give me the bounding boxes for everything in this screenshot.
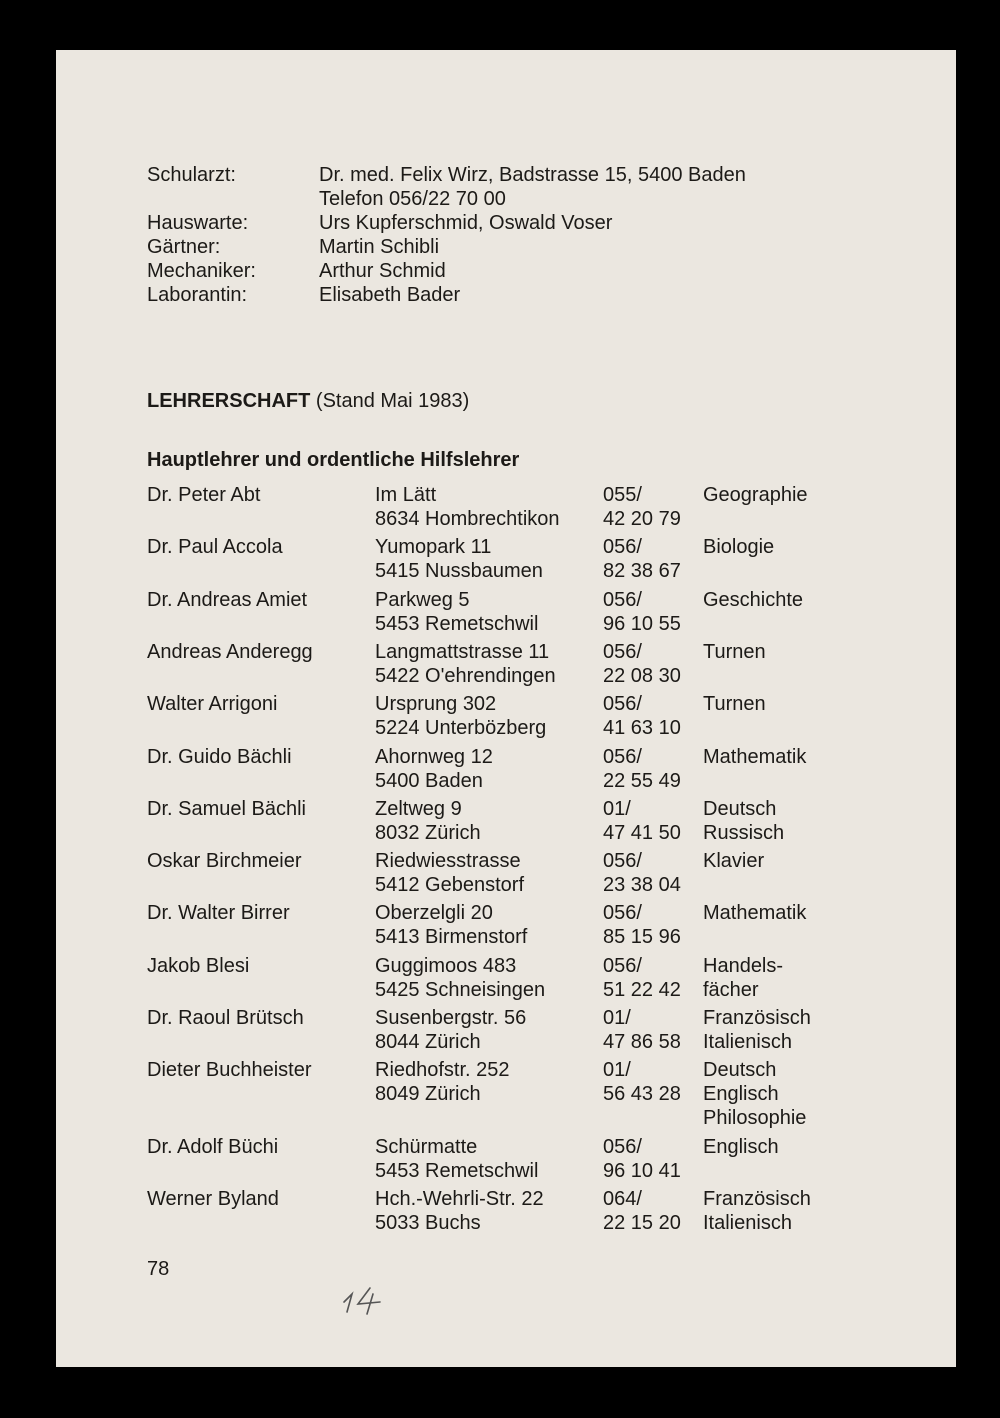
teacher-phone: 47 86 58 bbox=[603, 1031, 681, 1053]
staff-row bbox=[147, 235, 847, 259]
teacher-city: 8049 Zürich bbox=[375, 1083, 481, 1106]
teacher-city: 8044 Zürich bbox=[375, 1031, 481, 1053]
page-number: 78 bbox=[147, 1258, 170, 1280]
teacher-phone: 22 15 20 bbox=[603, 1211, 681, 1234]
section-title bbox=[147, 389, 469, 413]
section-subheading: Hauptlehrer und ordentliche Hilfslehrer bbox=[147, 449, 520, 471]
teacher-street: Langmattstrasse 11 bbox=[375, 640, 550, 663]
teacher-name: Dr. Peter Abt bbox=[147, 484, 261, 506]
teacher-area-code: 01/ bbox=[603, 1059, 631, 1082]
teacher-subject: Deutsch bbox=[703, 797, 777, 820]
teacher-subject: Turnen bbox=[703, 640, 766, 663]
teacher-name: Andreas Anderegg bbox=[147, 640, 313, 663]
teacher-name: Dr. Raoul Brütsch bbox=[147, 1007, 304, 1029]
teacher-subject: Mathematik bbox=[703, 902, 807, 925]
teacher-row bbox=[147, 797, 847, 845]
teacher-phone: 56 43 28 bbox=[603, 1083, 681, 1106]
teacher-row bbox=[147, 535, 847, 583]
teacher-name: Jakob Blesi bbox=[147, 954, 250, 977]
teacher-street: Ahornweg 12 bbox=[375, 745, 493, 768]
teacher-area-code: 056/ bbox=[603, 1135, 642, 1158]
staff-label: Schularzt: bbox=[147, 164, 236, 186]
teacher-area-code: 056/ bbox=[603, 850, 642, 873]
staff-label: Hauswarte: bbox=[147, 212, 249, 234]
teacher-subject: Biologie bbox=[703, 536, 775, 559]
teacher-phone: 41 63 10 bbox=[603, 717, 681, 740]
staff-value: Arthur Schmid bbox=[319, 260, 446, 282]
teacher-phone: 23 38 04 bbox=[603, 874, 681, 897]
teacher-street: Riedwiesstrasse bbox=[375, 850, 521, 873]
section-title-main: LEHRERSCHAFT bbox=[147, 390, 311, 412]
teacher-phone: 85 15 96 bbox=[603, 926, 681, 949]
teacher-area-code: 056/ bbox=[603, 640, 642, 663]
teacher-phone: 42 20 79 bbox=[603, 508, 681, 530]
teacher-subject: Geschichte bbox=[703, 588, 804, 611]
teacher-row bbox=[147, 1058, 847, 1130]
teacher-area-code: 055/ bbox=[603, 484, 642, 506]
teacher-subject: fächer bbox=[703, 978, 759, 1001]
staff-row bbox=[147, 283, 847, 307]
teacher-phone: 47 41 50 bbox=[603, 821, 681, 844]
section-title-date: (Stand Mai 1983) bbox=[315, 390, 470, 412]
teacher-city: 5415 Nussbaumen bbox=[375, 560, 543, 583]
staff-value: Urs Kupferschmid, Oswald Voser bbox=[319, 212, 613, 234]
staff-value: Telefon 056/22 70 00 bbox=[319, 188, 506, 210]
teacher-row bbox=[147, 901, 847, 949]
teacher-subject: Französisch bbox=[703, 1187, 811, 1210]
teacher-name: Dr. Samuel Bächli bbox=[147, 797, 306, 820]
teacher-area-code: 056/ bbox=[603, 745, 642, 768]
staff-row bbox=[147, 211, 847, 235]
teacher-subject: Englisch bbox=[703, 1135, 779, 1158]
teacher-area-code: 01/ bbox=[603, 1007, 631, 1029]
teacher-row bbox=[147, 745, 847, 793]
teacher-subject: Geographie bbox=[703, 484, 808, 506]
teacher-row bbox=[147, 692, 847, 740]
teacher-phone: 22 55 49 bbox=[603, 769, 681, 792]
teacher-street: Parkweg 5 bbox=[375, 588, 470, 611]
teacher-subject: Mathematik bbox=[703, 745, 807, 768]
teacher-area-code: 056/ bbox=[603, 536, 642, 559]
teacher-street: Yumopark 11 bbox=[375, 536, 492, 559]
teacher-street: Hch.-Wehrli-Str. 22 bbox=[375, 1187, 544, 1210]
teacher-city: 8032 Zürich bbox=[375, 821, 481, 844]
teacher-street: Zeltweg 9 bbox=[375, 797, 462, 820]
teacher-city: 5400 Baden bbox=[375, 769, 483, 792]
teacher-name: Walter Arrigoni bbox=[147, 693, 278, 716]
teacher-row bbox=[147, 1187, 847, 1235]
teacher-subject: Turnen bbox=[703, 693, 766, 716]
staff-row bbox=[147, 187, 847, 211]
teacher-phone: 96 10 55 bbox=[603, 612, 681, 635]
teacher-subject: Russisch bbox=[703, 821, 785, 844]
teacher-area-code: 01/ bbox=[603, 797, 631, 820]
teacher-subject: Deutsch bbox=[703, 1059, 777, 1082]
teacher-row bbox=[147, 483, 847, 531]
teacher-row bbox=[147, 849, 847, 897]
teacher-city: 5453 Remetschwil bbox=[375, 1159, 539, 1182]
teacher-subject: Klavier bbox=[703, 850, 765, 873]
teacher-city: 5413 Birmenstorf bbox=[375, 926, 528, 949]
handwritten-note bbox=[340, 1280, 390, 1321]
teacher-phone: 82 38 67 bbox=[603, 560, 681, 583]
teacher-city: 5412 Gebenstorf bbox=[375, 874, 524, 897]
teacher-city: 8634 Hombrechtikon bbox=[375, 508, 560, 530]
staff-row bbox=[147, 259, 847, 283]
teacher-phone: 22 08 30 bbox=[603, 664, 681, 687]
staff-value: Elisabeth Bader bbox=[319, 284, 461, 306]
staff-value: Martin Schibli bbox=[319, 236, 440, 258]
teacher-name: Dr. Guido Bächli bbox=[147, 745, 292, 768]
teacher-subject: Französisch bbox=[703, 1007, 811, 1029]
teacher-row bbox=[147, 1006, 847, 1054]
teacher-phone: 51 22 42 bbox=[603, 978, 681, 1001]
staff-label: Laborantin: bbox=[147, 284, 248, 306]
teacher-street: Riedhofstr. 252 bbox=[375, 1059, 510, 1082]
teacher-name: Dieter Buchheister bbox=[147, 1059, 312, 1082]
teacher-street: Schürmatte bbox=[375, 1135, 478, 1158]
teacher-city: 5453 Remetschwil bbox=[375, 612, 539, 635]
teacher-row bbox=[147, 640, 847, 688]
teacher-subject: Philosophie bbox=[703, 1107, 807, 1130]
teacher-name: Dr. Adolf Büchi bbox=[147, 1135, 279, 1158]
teacher-row bbox=[147, 954, 847, 1002]
teacher-area-code: 064/ bbox=[603, 1187, 642, 1210]
teacher-subject: Italienisch bbox=[703, 1031, 792, 1053]
teacher-street: Oberzelgli 20 bbox=[375, 902, 493, 925]
teacher-subject: Englisch bbox=[703, 1083, 779, 1106]
teacher-street: Susenbergstr. 56 bbox=[375, 1007, 527, 1029]
teacher-subject: Handels- bbox=[703, 954, 784, 977]
teacher-city: 5033 Buchs bbox=[375, 1211, 481, 1234]
teacher-name: Dr. Andreas Amiet bbox=[147, 588, 308, 611]
teacher-name: Werner Byland bbox=[147, 1187, 279, 1210]
teacher-area-code: 056/ bbox=[603, 693, 642, 716]
teacher-street: Ursprung 302 bbox=[375, 693, 497, 716]
staff-value: Dr. med. Felix Wirz, Badstrasse 15, 5400 Baden bbox=[319, 164, 746, 186]
teacher-city: 5425 Schneisingen bbox=[375, 978, 546, 1001]
handwritten-note-icon bbox=[340, 1280, 390, 1316]
staff-row bbox=[147, 163, 847, 187]
teacher-row bbox=[147, 1135, 847, 1183]
staff-label: Gärtner: bbox=[147, 236, 221, 258]
teacher-name: Dr. Paul Accola bbox=[147, 536, 283, 559]
staff-label: Mechaniker: bbox=[147, 260, 256, 282]
teacher-city: 5422 O'ehrendingen bbox=[375, 664, 556, 687]
teacher-phone: 96 10 41 bbox=[603, 1159, 681, 1182]
teacher-subject: Italienisch bbox=[703, 1211, 792, 1234]
teacher-city: 5224 Unterbözberg bbox=[375, 717, 547, 740]
teacher-area-code: 056/ bbox=[603, 902, 642, 925]
teacher-street: Guggimoos 483 bbox=[375, 954, 517, 977]
teacher-name: Oskar Birchmeier bbox=[147, 850, 302, 873]
teacher-row bbox=[147, 588, 847, 636]
teacher-area-code: 056/ bbox=[603, 954, 642, 977]
teacher-area-code: 056/ bbox=[603, 588, 642, 611]
teacher-name: Dr. Walter Birrer bbox=[147, 902, 290, 925]
teacher-street: Im Lätt bbox=[375, 484, 437, 506]
